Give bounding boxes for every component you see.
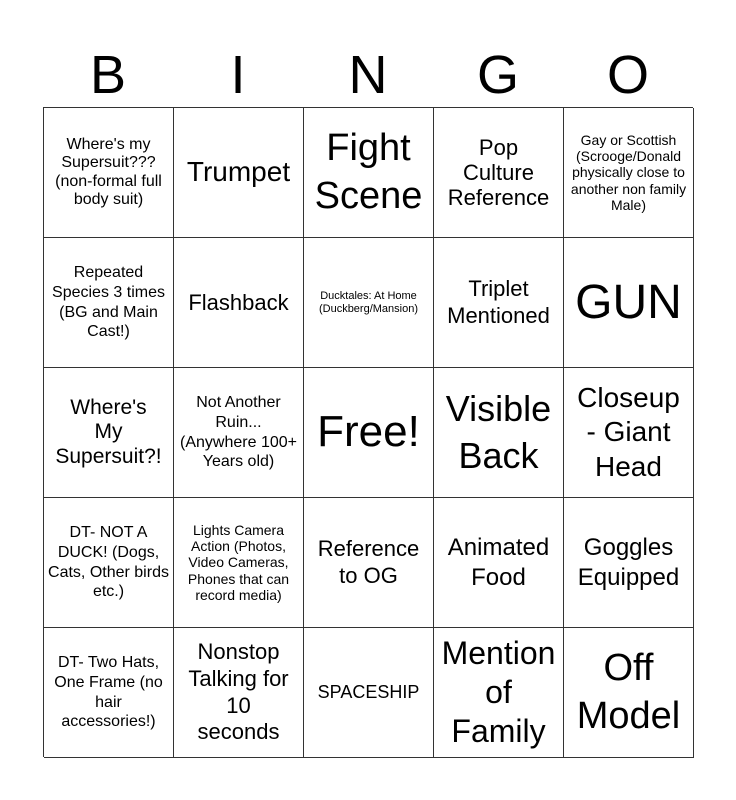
- bingo-cell[interactable]: [174, 498, 304, 628]
- bingo-cell[interactable]: [564, 368, 694, 498]
- bingo-cell[interactable]: [434, 108, 564, 238]
- bingo-cell[interactable]: [304, 108, 434, 238]
- cell-text: Off Model: [576, 647, 681, 737]
- bingo-cell[interactable]: [44, 368, 174, 498]
- header-letter-o: O: [606, 45, 649, 105]
- bingo-header: [43, 44, 693, 106]
- cell-text: Where's My Supersuit?!: [55, 396, 162, 468]
- bingo-cell[interactable]: [434, 628, 564, 758]
- bingo-cell[interactable]: [564, 498, 694, 628]
- bingo-cell[interactable]: [434, 498, 564, 628]
- cell-text: Ducktales: At Home (Duckberg/Mansion): [318, 289, 419, 315]
- bingo-cell[interactable]: [174, 108, 304, 238]
- header-letter-b: B: [89, 45, 127, 105]
- bingo-cell[interactable]: [434, 238, 564, 368]
- bingo-cell[interactable]: [304, 498, 434, 628]
- cell-text: Flashback: [188, 289, 289, 315]
- cell-text: Closeup - Giant Head: [577, 382, 680, 482]
- cell-text: Goggles Equipped: [577, 534, 680, 591]
- cell-text: Gay or Scottish (Scrooge/Donald physically close to another non family Male): [570, 132, 687, 213]
- bingo-cell[interactable]: [564, 108, 694, 238]
- bingo-cell[interactable]: [434, 368, 564, 498]
- cell-text: Nonstop Talking for 10 seconds: [188, 638, 289, 745]
- cell-text: Triplet Mentioned: [447, 275, 550, 328]
- cell-text: Visible Back: [445, 387, 552, 476]
- cell-text: Lights Camera Action (Photos, Video Cameras, Phones that can record media): [187, 522, 290, 603]
- cell-text: DT- NOT A DUCK! (Dogs, Cats, Other birds etc.): [48, 524, 169, 601]
- cell-text: SPACESHIP: [317, 682, 420, 703]
- bingo-cell[interactable]: [304, 238, 434, 368]
- bingo-cell[interactable]: [564, 238, 694, 368]
- cell-text: Where's my Supersuit??? (non-formal full body suit): [55, 135, 162, 208]
- bingo-cell free-space[interactable]: [304, 368, 434, 498]
- cell-text: Repeated Species 3 times (BG and Main Cast!): [52, 264, 165, 341]
- header-letter-n: N: [348, 45, 388, 105]
- cell-text: Trumpet: [186, 156, 291, 188]
- cell-text: Free!: [317, 407, 420, 457]
- bingo-cell[interactable]: [44, 498, 174, 628]
- bingo-cell[interactable]: [44, 238, 174, 368]
- cell-text: Mention of Family: [441, 634, 556, 750]
- bingo-cell[interactable]: [44, 108, 174, 238]
- bingo-cell[interactable]: [304, 628, 434, 758]
- bingo-cell[interactable]: [174, 628, 304, 758]
- cell-text: DT- Two Hats, One Frame (no hair accessories!): [54, 654, 163, 731]
- cell-text: Pop Culture Reference: [447, 134, 550, 211]
- bingo-grid: [43, 107, 693, 757]
- cell-text: Reference to OG: [317, 535, 420, 588]
- header-letter-g: G: [476, 45, 519, 105]
- bingo-cell[interactable]: [174, 238, 304, 368]
- cell-text: GUN: [575, 275, 682, 329]
- cell-text: Not Another Ruin... (Anywhere 100+ Years old): [180, 394, 297, 471]
- bingo-cell[interactable]: [44, 628, 174, 758]
- cell-text: Animated Food: [447, 534, 550, 591]
- cell-text: Fight Scene: [314, 127, 423, 217]
- bingo-cell[interactable]: [564, 628, 694, 758]
- bingo-cell[interactable]: [174, 368, 304, 498]
- header-letter-i: I: [230, 45, 246, 105]
